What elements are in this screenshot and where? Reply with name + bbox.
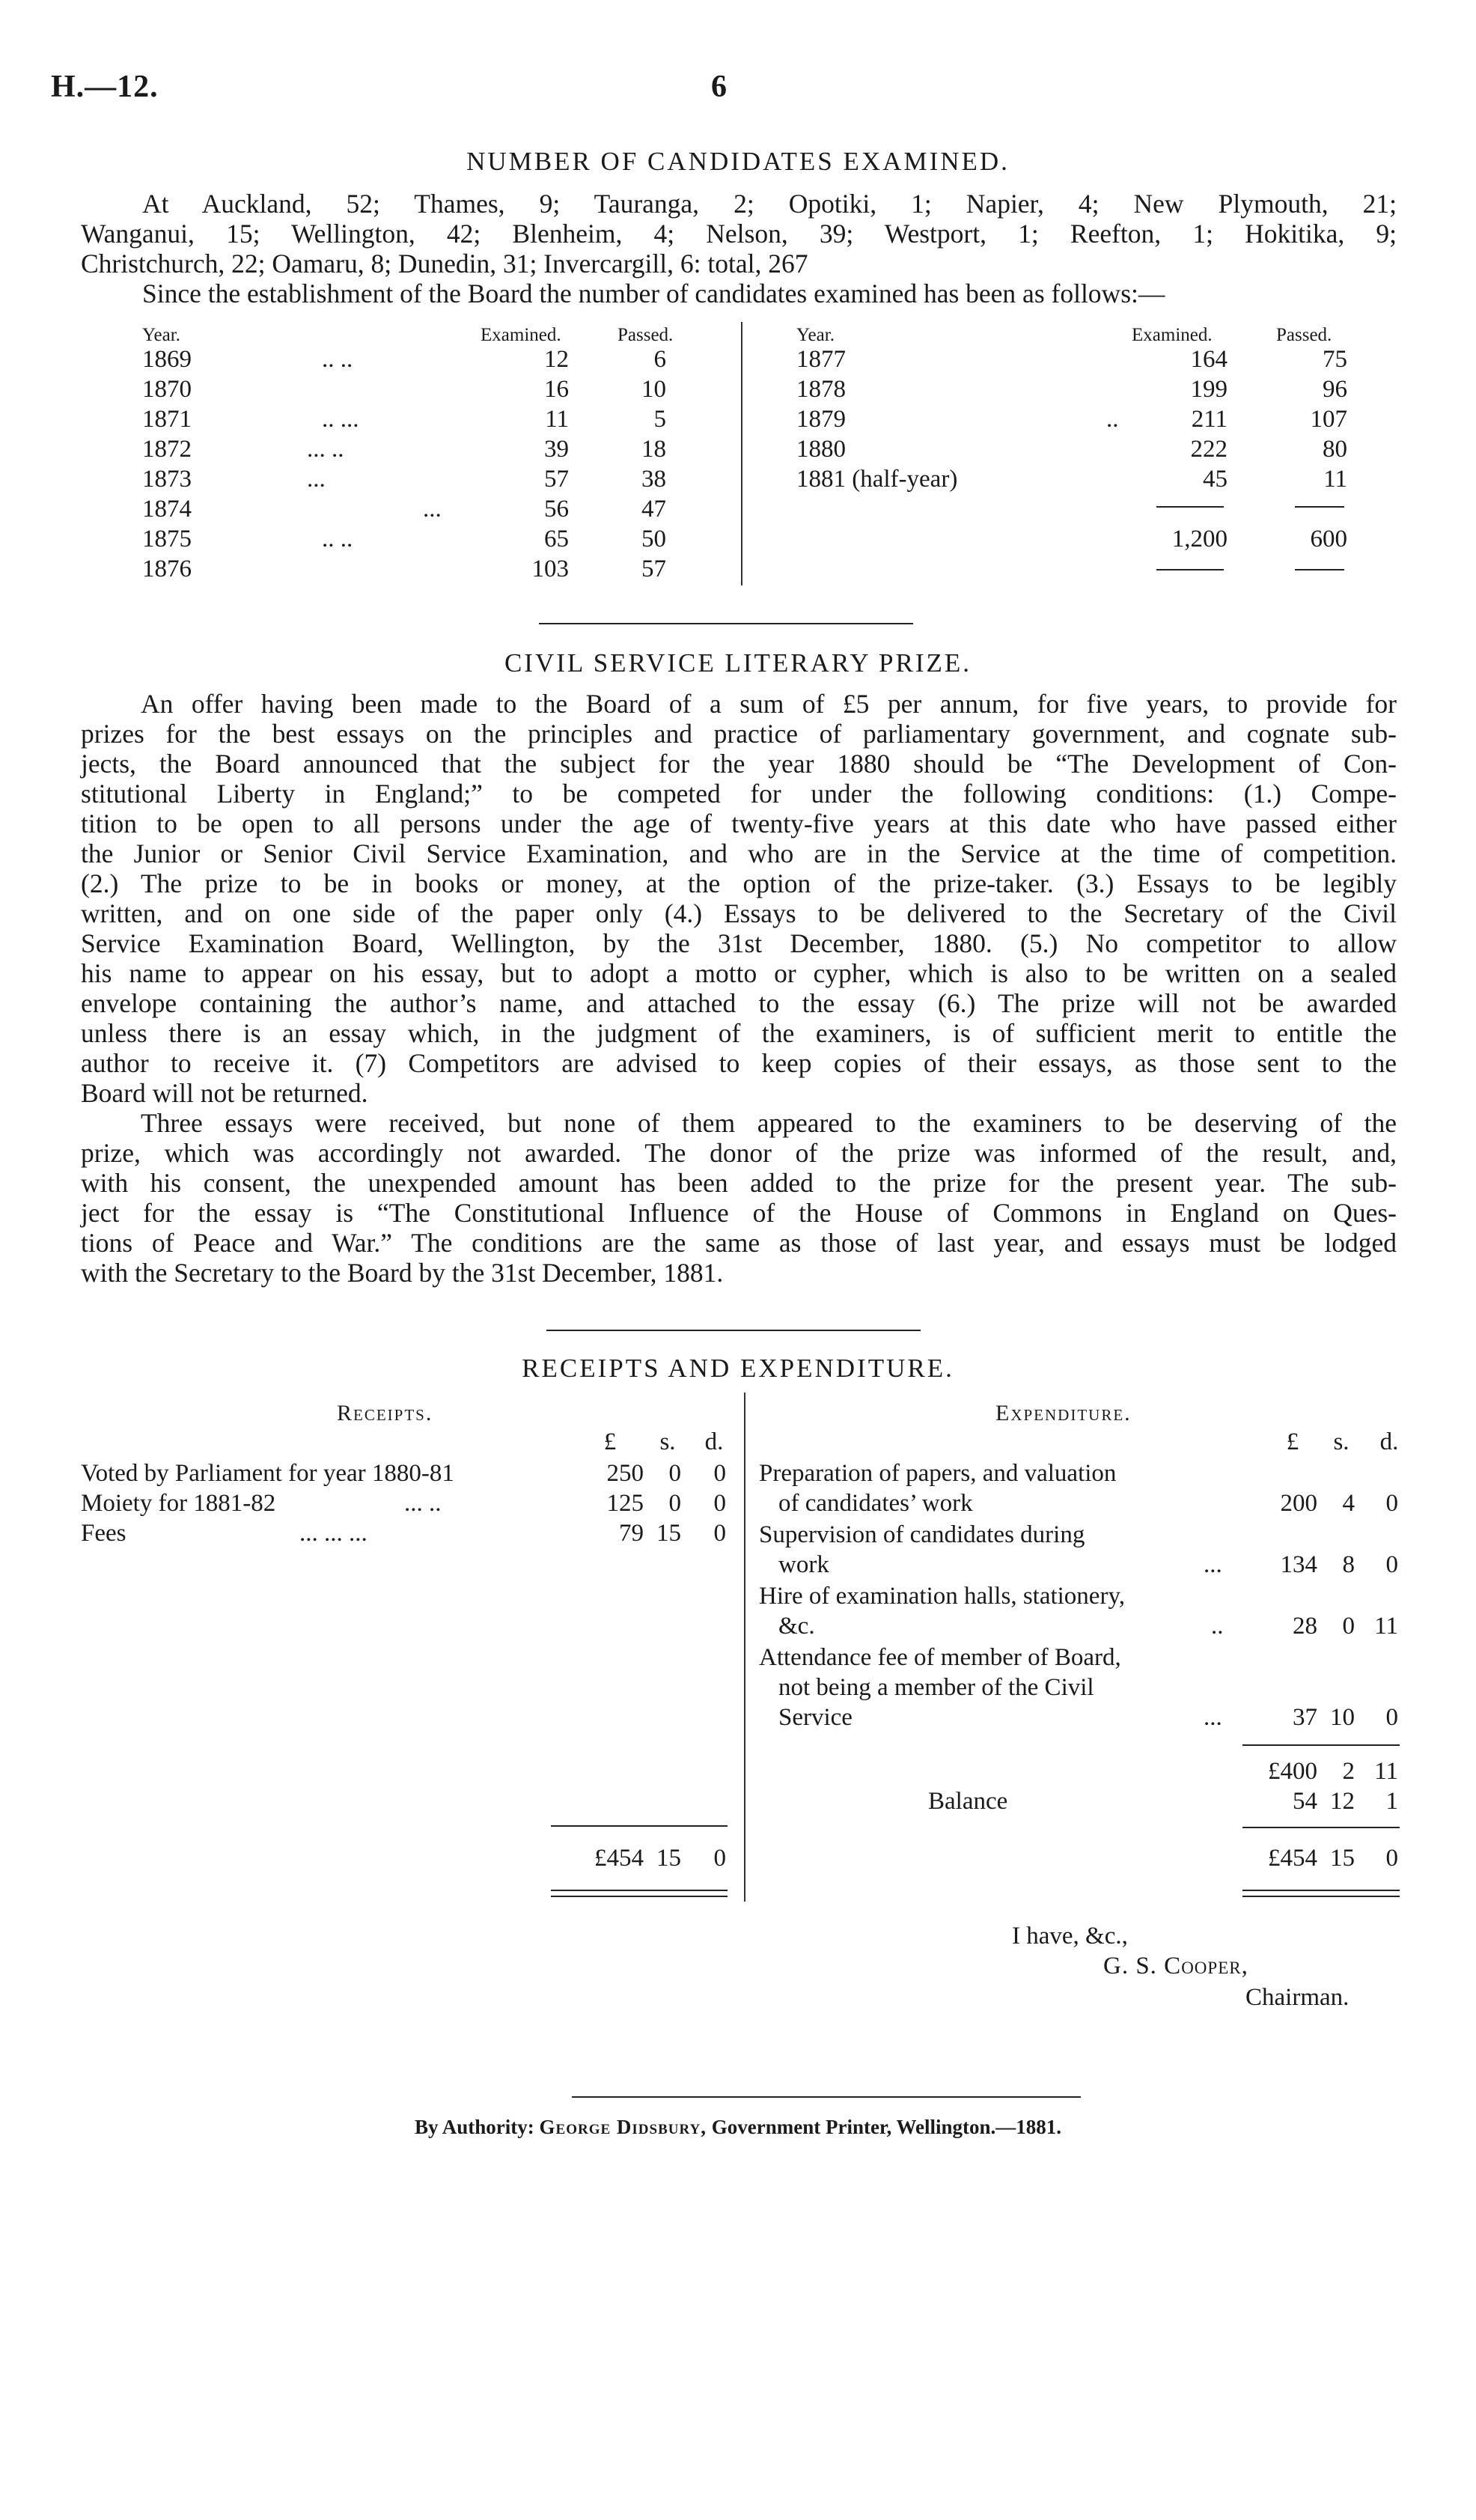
passed-cell: 10 bbox=[641, 376, 666, 403]
examined-cell: 39 bbox=[544, 436, 569, 463]
expenditure-double-rule bbox=[1242, 1890, 1400, 1891]
examined-cell: 11 bbox=[545, 406, 569, 433]
right-examined-header: Examined. bbox=[1132, 325, 1213, 345]
total-rule bbox=[1156, 569, 1224, 570]
receipt-shillings: 0 bbox=[668, 1460, 681, 1487]
total-rule bbox=[1295, 569, 1344, 570]
receipt-pence: 0 bbox=[713, 1490, 726, 1517]
examined-total: 1,200 bbox=[1171, 526, 1228, 553]
candidates-line-1: At Auckland, 52; Thames, 9; Tauranga, 2; Opotiki, 1; Napier, 4; New Plymouth, 21; bbox=[142, 189, 1397, 219]
parliamentary-paper-reference: H.—12. bbox=[51, 70, 159, 104]
paragraph-line: An offer having been made to the Board of a sum of £5 per annum, for five years, to provide for bbox=[141, 689, 1397, 719]
imprint-prefix: By Authority: bbox=[415, 2116, 534, 2138]
year-cell: 1871 bbox=[142, 406, 192, 433]
receipt-label: Moiety for 1881-82 bbox=[81, 1490, 276, 1517]
receipt-label: Fees bbox=[81, 1520, 126, 1547]
expenditure-dots: .. bbox=[1211, 1613, 1224, 1640]
prize-heading: CIVIL SERVICE LITERARY PRIZE. bbox=[504, 648, 972, 678]
paragraph-line: Service Examination Board, Wellington, by the 31st December, 1880. (5.) No competitor to allow bbox=[81, 928, 1397, 958]
examined-cell: 16 bbox=[544, 376, 569, 403]
receipt-dots: ... ... ... bbox=[299, 1520, 368, 1547]
expenditure-dots: ... bbox=[1204, 1704, 1222, 1731]
receipts-total-pence: 0 bbox=[713, 1845, 726, 1872]
dots-cell: .. .. bbox=[322, 526, 353, 553]
expenditure-label: Supervision of candidates during bbox=[759, 1521, 1085, 1548]
year-cell: 1870 bbox=[142, 376, 192, 403]
candidates-heading: NUMBER OF CANDIDATES EXAMINED. bbox=[466, 147, 1010, 176]
accounts-heading: RECEIPTS AND EXPENDITURE. bbox=[522, 1354, 954, 1383]
expenditure-pence: 0 bbox=[1385, 1551, 1398, 1578]
examined-cell: 164 bbox=[1190, 346, 1228, 373]
passed-cell: 57 bbox=[641, 556, 666, 582]
year-cell: 1877 bbox=[796, 346, 846, 373]
receipt-pounds: 250 bbox=[606, 1460, 644, 1487]
receipt-shillings: 15 bbox=[656, 1520, 681, 1547]
expenditure-total-pounds: £454 bbox=[1268, 1845, 1317, 1872]
expenditure-label: work bbox=[778, 1551, 829, 1578]
left-year-header: Year. bbox=[142, 325, 180, 345]
prize-paragraph-2 bbox=[81, 1108, 1397, 1288]
paragraph-line: written, and on one side of the paper only (4.) Essays to be delivered to the Secretary of the Civil bbox=[81, 898, 1397, 928]
expenditure-pounds: 134 bbox=[1280, 1551, 1317, 1578]
receipt-pounds: 79 bbox=[619, 1520, 644, 1547]
expenditure-subtotal-rule bbox=[1242, 1744, 1400, 1746]
total-rule bbox=[1295, 506, 1344, 508]
balance-pence: 1 bbox=[1385, 1788, 1398, 1815]
receipts-total-pounds: £454 bbox=[594, 1845, 644, 1872]
passed-total: 600 bbox=[1310, 526, 1347, 553]
expenditure-pence: 0 bbox=[1385, 1704, 1398, 1731]
pence-header: d. bbox=[1379, 1428, 1399, 1455]
passed-cell: 47 bbox=[641, 496, 666, 523]
receipts-double-rule bbox=[551, 1896, 728, 1897]
examined-cell: 222 bbox=[1190, 436, 1228, 463]
table-column-divider bbox=[741, 322, 742, 585]
passed-cell: 96 bbox=[1323, 376, 1347, 403]
expenditure-pounds: 200 bbox=[1280, 1490, 1317, 1517]
passed-cell: 11 bbox=[1323, 466, 1347, 493]
subtotal-shillings: 2 bbox=[1342, 1758, 1355, 1785]
passed-cell: 80 bbox=[1323, 436, 1347, 463]
paragraph-line: Board will not be returned. bbox=[81, 1078, 368, 1108]
signatory-name: G. S. Cooper, bbox=[1103, 1953, 1248, 1979]
year-cell: 1880 bbox=[796, 436, 846, 463]
expenditure-title: Expenditure. bbox=[995, 1401, 1132, 1425]
receipt-pounds: 125 bbox=[606, 1490, 644, 1517]
receipt-shillings: 0 bbox=[668, 1490, 681, 1517]
balance-shillings: 12 bbox=[1330, 1788, 1355, 1815]
expenditure-shillings: 8 bbox=[1342, 1551, 1355, 1578]
paragraph-line: prize, which was accordingly not awarded. The donor of the prize was informed of the result, and, bbox=[81, 1138, 1397, 1168]
prize-paragraph-1 bbox=[81, 689, 1397, 1108]
subtotal-pounds: £400 bbox=[1268, 1758, 1317, 1785]
pounds-header: £ bbox=[1286, 1428, 1299, 1455]
year-cell: 1872 bbox=[142, 436, 192, 463]
examined-cell: 57 bbox=[544, 466, 569, 493]
paragraph-line: (2.) The prize to be in books or money, at the option of the prize-taker. (3.) Essays to be legibly bbox=[81, 868, 1397, 898]
paragraph-line: unless there is an essay which, in the judgment of the examiners, is of sufficient merit to entitle the bbox=[81, 1018, 1397, 1048]
receipts-double-rule bbox=[551, 1890, 728, 1891]
paragraph-line: with the Secretary to the Board by the 31st December, 1881. bbox=[81, 1258, 724, 1288]
shillings-header: s. bbox=[659, 1428, 676, 1455]
year-cell: 1878 bbox=[796, 376, 846, 403]
signatory-title: Chairman. bbox=[1245, 1984, 1350, 2011]
year-cell: 1876 bbox=[142, 556, 192, 582]
receipts-total-shillings: 15 bbox=[656, 1845, 681, 1872]
paragraph-line: Three essays were received, but none of them appeared to the examiners to be deserving of the bbox=[141, 1108, 1397, 1138]
paragraph-line: his name to appear on his essay, but to adopt a motto or cypher, which is also to be written on a sealed bbox=[81, 958, 1397, 988]
examined-cell: 45 bbox=[1203, 466, 1228, 493]
expenditure-pounds: 28 bbox=[1293, 1613, 1317, 1640]
year-cell: 1875 bbox=[142, 526, 192, 553]
paragraph-line: with his consent, the unexpended amount has been added to the prize for the present year. The sub- bbox=[81, 1168, 1397, 1198]
total-rule bbox=[1156, 506, 1224, 508]
footer-rule bbox=[572, 2096, 1081, 2098]
paragraph-line: tition to be open to all persons under the age of twenty-five years at this date who have passed either bbox=[81, 809, 1397, 839]
left-examined-header: Examined. bbox=[481, 325, 561, 345]
expenditure-shillings: 10 bbox=[1330, 1704, 1355, 1731]
year-cell: 1869 bbox=[142, 346, 192, 373]
passed-cell: 107 bbox=[1310, 406, 1347, 433]
expenditure-label: not being a member of the Civil bbox=[778, 1674, 1094, 1701]
paragraph-line: envelope containing the author’s name, and attached to the essay (6.) The prize will not be awarded bbox=[81, 988, 1397, 1018]
dots-cell: .. .. bbox=[322, 346, 353, 373]
paragraph-line: ject for the essay is “The Constitutional Influence of the House of Commons in England on Ques- bbox=[81, 1198, 1397, 1228]
passed-cell: 38 bbox=[641, 466, 666, 493]
dots-cell: ... .. bbox=[307, 436, 344, 463]
expenditure-pence: 11 bbox=[1374, 1613, 1398, 1640]
paragraph-line: tions of Peace and War.” The conditions are the same as those of last year, and essays must be lodged bbox=[81, 1228, 1397, 1258]
expenditure-label: Preparation of papers, and valuation bbox=[759, 1460, 1117, 1487]
shillings-header: s. bbox=[1333, 1428, 1350, 1455]
dots-cell: ... bbox=[423, 496, 442, 523]
left-passed-header: Passed. bbox=[617, 325, 674, 345]
paragraph-line: author to receive it. (7) Competitors are advised to keep copies of their essays, as those sent to the bbox=[81, 1048, 1397, 1078]
section-divider bbox=[539, 623, 913, 624]
expenditure-label: &c. bbox=[778, 1613, 815, 1640]
expenditure-pounds: 37 bbox=[1293, 1704, 1317, 1731]
examined-cell: 56 bbox=[544, 496, 569, 523]
balance-label: Balance bbox=[928, 1788, 1008, 1815]
paragraph-line: prizes for the best essays on the principles and practice of parliamentary government, and cognate sub- bbox=[81, 719, 1397, 749]
passed-cell: 50 bbox=[641, 526, 666, 553]
examined-cell: 65 bbox=[544, 526, 569, 553]
paragraph-line: stitutional Liberty in England;” to be competed for under the following conditions: (1.) Compe- bbox=[81, 779, 1397, 809]
examined-cell: 12 bbox=[544, 346, 569, 373]
expenditure-total-rule bbox=[1242, 1827, 1400, 1828]
expenditure-total-pence: 0 bbox=[1385, 1845, 1398, 1872]
receipts-title: Receipts. bbox=[337, 1401, 433, 1425]
passed-cell: 5 bbox=[653, 406, 666, 433]
expenditure-shillings: 4 bbox=[1342, 1490, 1355, 1517]
paragraph-line: the Junior or Senior Civil Service Examination, and who are in the Service at the time of competition. bbox=[81, 839, 1397, 868]
expenditure-label: Attendance fee of member of Board, bbox=[759, 1644, 1121, 1671]
subtotal-pence: 11 bbox=[1374, 1758, 1398, 1785]
receipt-pence: 0 bbox=[713, 1460, 726, 1487]
examined-cell: 211 bbox=[1191, 406, 1228, 433]
closing-salutation: I have, &c., bbox=[1012, 1923, 1128, 1950]
expenditure-dots: ... bbox=[1204, 1551, 1222, 1578]
candidates-line-2: Wanganui, 15; Wellington, 42; Blenheim, 4; Nelson, 39; Westport, 1; Reefton, 1; Hokitika, 9; bbox=[81, 219, 1397, 249]
candidates-line-3: Christchurch, 22; Oamaru, 8; Dunedin, 31; Invercargill, 6: total, 267 bbox=[81, 249, 808, 279]
year-cell: 1879 bbox=[796, 406, 846, 433]
year-cell: 1881 (half-year) bbox=[796, 466, 958, 493]
right-passed-header: Passed. bbox=[1276, 325, 1332, 345]
accounts-column-divider bbox=[744, 1393, 745, 1902]
expenditure-pence: 0 bbox=[1385, 1490, 1398, 1517]
year-cell: 1874 bbox=[142, 496, 192, 523]
pence-header: d. bbox=[704, 1428, 724, 1455]
expenditure-double-rule bbox=[1242, 1896, 1400, 1897]
examined-cell: 103 bbox=[531, 556, 569, 582]
page-number: 6 bbox=[711, 70, 727, 104]
receipt-dots: ... .. bbox=[404, 1490, 442, 1517]
passed-cell: 75 bbox=[1323, 346, 1347, 373]
receipt-label: Voted by Parliament for year 1880-81 bbox=[81, 1460, 454, 1487]
examined-cell: 199 bbox=[1190, 376, 1228, 403]
imprint-printer-name: George Didsbury, bbox=[539, 2116, 707, 2138]
paragraph-line: jects, the Board announced that the subject for the year 1880 should be “The Development of Con- bbox=[81, 749, 1397, 779]
balance-pounds: 54 bbox=[1293, 1788, 1317, 1815]
expenditure-shillings: 0 bbox=[1342, 1613, 1355, 1640]
expenditure-label: of candidates’ work bbox=[778, 1490, 973, 1517]
dots-cell: .. ... bbox=[322, 406, 359, 433]
imprint-suffix: Government Printer, Wellington.—1881. bbox=[711, 2116, 1061, 2138]
dots-cell: .. bbox=[1106, 406, 1119, 433]
receipt-pence: 0 bbox=[713, 1520, 726, 1547]
expenditure-total-shillings: 15 bbox=[1330, 1845, 1355, 1872]
passed-cell: 6 bbox=[653, 346, 666, 373]
right-year-header: Year. bbox=[796, 325, 835, 345]
section-divider bbox=[546, 1330, 921, 1331]
printer-imprint bbox=[0, 2116, 1476, 2139]
candidates-line-4: Since the establishment of the Board the number of candidates examined has been as follows:— bbox=[142, 279, 1165, 308]
year-cell: 1873 bbox=[142, 466, 192, 493]
passed-cell: 18 bbox=[641, 436, 666, 463]
expenditure-label: Service bbox=[778, 1704, 853, 1731]
dots-cell: ... bbox=[307, 466, 326, 493]
pounds-header: £ bbox=[603, 1428, 617, 1455]
expenditure-label: Hire of examination halls, stationery, bbox=[759, 1583, 1126, 1610]
receipts-total-rule bbox=[551, 1825, 728, 1827]
